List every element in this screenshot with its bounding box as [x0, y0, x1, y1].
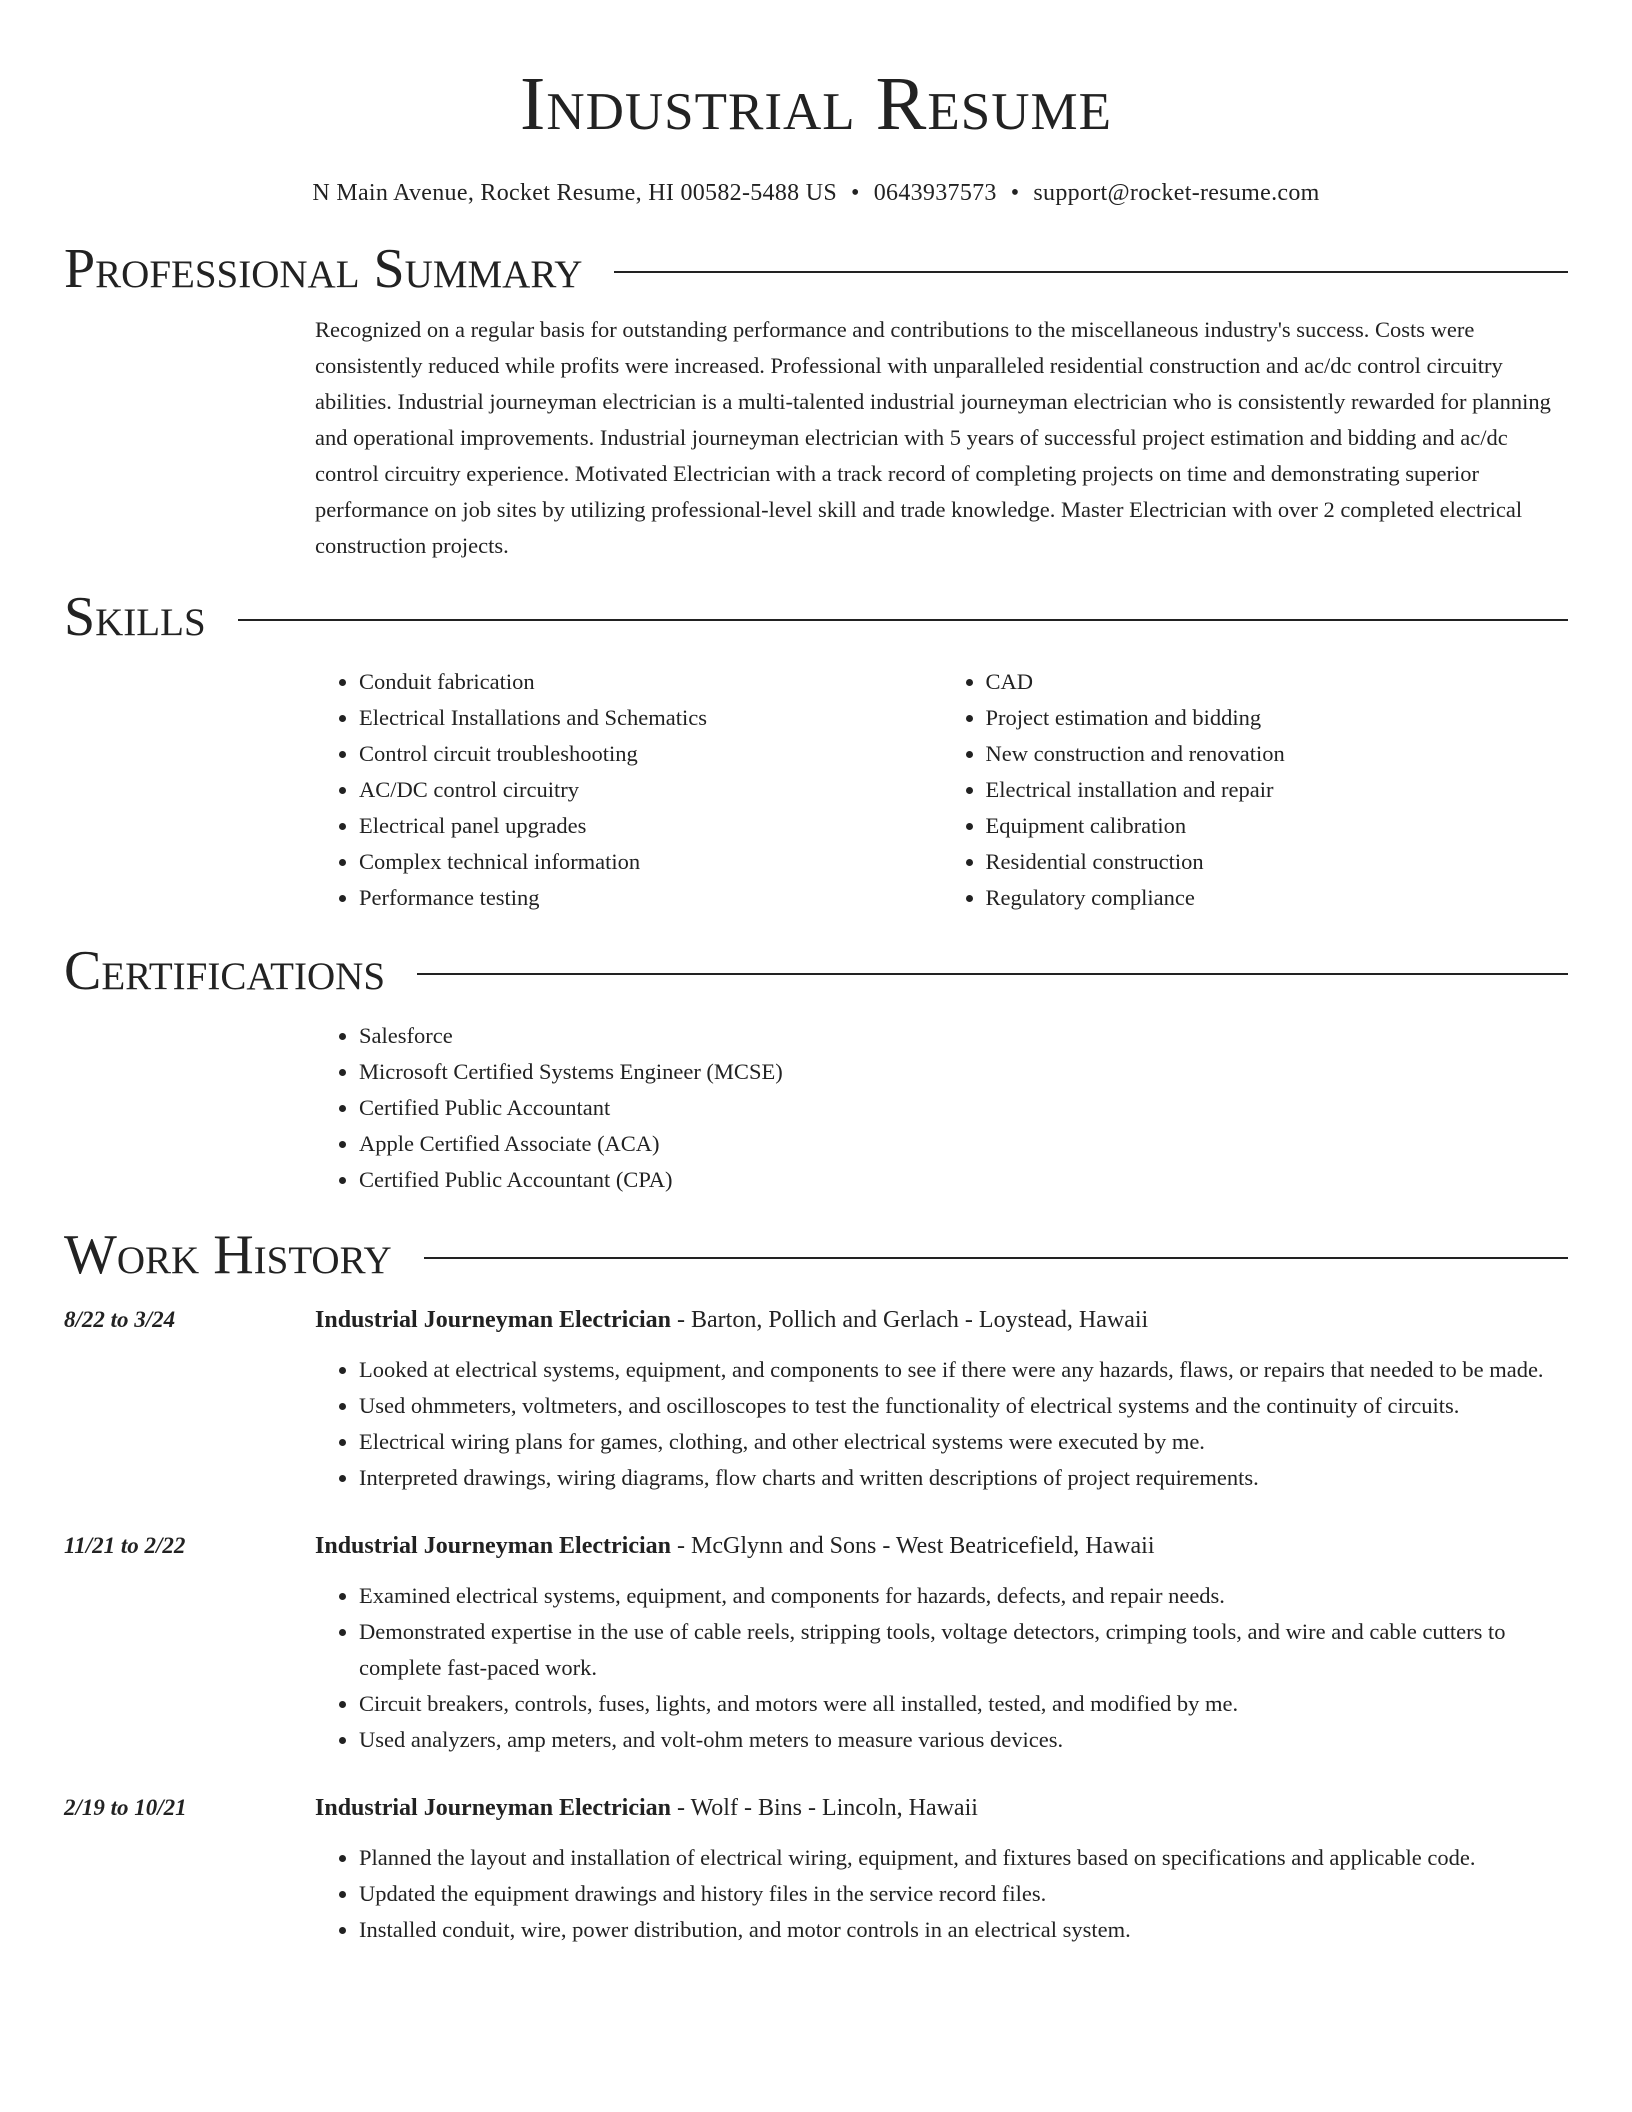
skill-item: • Performance testing [359, 880, 942, 916]
job-bullet: • Demonstrated expertise in the use of cable reels, stripping tools, voltage detectors, crimping tools, and wire and cable cutters to complete fast-paced work. [359, 1614, 1568, 1686]
job-bullet: • Updated the equipment drawings and history files in the service record files. [359, 1876, 1568, 1912]
job-details: - Wolf - Bins - Lincoln, Hawaii [671, 1795, 978, 1821]
job-dates: 8/22 to 3/24 [64, 1307, 176, 1332]
skill-item: • Electrical installation and repair [986, 772, 1569, 808]
summary-heading: Professional Summary [64, 238, 583, 300]
job-title-line [315, 1790, 1568, 1826]
skill-item: • Electrical panel upgrades [359, 808, 942, 844]
job-main [315, 1790, 1568, 1948]
job-title: Industrial Journeyman Electrician [315, 1307, 672, 1333]
skills-grid [315, 664, 1568, 916]
skills-section-header [64, 584, 1568, 650]
work-heading: Work History [64, 1224, 392, 1286]
job-main [315, 1302, 1568, 1496]
certification-item: • Apple Certified Associate (ACA) [359, 1126, 1568, 1162]
skill-item: • Residential construction [986, 844, 1569, 880]
section-rule [424, 1257, 1568, 1259]
section-rule [238, 619, 1568, 621]
job-bullets [315, 1840, 1568, 1948]
certifications-body [315, 1018, 1568, 1198]
skill-item: • Regulatory compliance [986, 880, 1569, 916]
job-main [315, 1528, 1568, 1758]
certification-item: • Microsoft Certified Systems Engineer (MCSE) [359, 1054, 1568, 1090]
job-bullet: • Planned the layout and installation of electrical wiring, equipment, and fixtures based on specifications and applicable code. [359, 1840, 1568, 1876]
job-title-line [315, 1528, 1568, 1564]
job-bullet: • Examined electrical systems, equipment, and components for hazards, defects, and repair needs. [359, 1578, 1568, 1614]
phone: 0643937573 [873, 180, 997, 206]
job-title-line [315, 1302, 1568, 1338]
section-rule [417, 973, 1568, 975]
skill-item: • Conduit fabrication [359, 664, 942, 700]
job-details: - Barton, Pollich and Gerlach - Loystead, Hawaii [671, 1307, 1149, 1333]
job-entry [64, 1790, 1568, 1948]
email: support@rocket-resume.com [1033, 180, 1320, 206]
job-title: Industrial Journeyman Electrician [315, 1533, 672, 1559]
skill-item: • Project estimation and bidding [986, 700, 1569, 736]
contact-separator: • [851, 180, 860, 206]
certification-item: • Certified Public Accountant [359, 1090, 1568, 1126]
job-bullets [315, 1578, 1568, 1758]
job-dates: 11/21 to 2/22 [64, 1533, 186, 1558]
contact-separator: • [1010, 180, 1020, 206]
job-bullets [315, 1352, 1568, 1496]
certifications-section-header [64, 938, 1568, 1004]
resume-title: Industrial Resume [520, 62, 1112, 146]
skill-item: • Equipment calibration [986, 808, 1569, 844]
job-entry [64, 1302, 1568, 1496]
skills-body [315, 664, 1568, 916]
summary-text: Recognized on a regular basis for outstanding performance and contributions to the miscellaneous industry's success. Costs were consistently reduced while profits were increased. Professional with unparalleled residential construction and ac/dc control circuitry abilities. Industrial journeyman electrician is a multi-talented industrial journeyman electrician who is consistently rewarded for planning and operational improvements. Industrial journeyman electrician with 5 years of successful project estimation and bidding and ac/dc control circuitry experience. Motivated Electrician with a track record of completing projects on time and demonstrating superior performance on job sites by utilizing professional-level skill and trade knowledge. Master Electrician with over 2 completed electrical construction projects. [315, 317, 1551, 558]
skills-heading: Skills [64, 586, 206, 648]
certification-item: • Salesforce [359, 1018, 1568, 1054]
job-dates: 2/19 to 10/21 [64, 1795, 187, 1820]
work-section-header [64, 1222, 1568, 1288]
skill-item: • AC/DC control circuitry [359, 772, 942, 808]
job-bullet: • Looked at electrical systems, equipment, and components to see if there were any hazards, flaws, or repairs that needed to be made. [359, 1352, 1568, 1388]
contact-line [64, 178, 1568, 208]
job-bullet: • Installed conduit, wire, power distribution, and motor controls in an electrical system. [359, 1912, 1568, 1948]
job-bullet: • Circuit breakers, controls, fuses, lights, and motors were all installed, tested, and modified by me. [359, 1686, 1568, 1722]
job-bullet: • Used analyzers, amp meters, and volt-ohm meters to measure various devices. [359, 1722, 1568, 1758]
skill-item: • New construction and renovation [986, 736, 1569, 772]
job-bullet: • Electrical wiring plans for games, clothing, and other electrical systems were executed by me. [359, 1424, 1568, 1460]
skill-item: • Control circuit troubleshooting [359, 736, 942, 772]
section-rule [614, 271, 1568, 273]
skill-item: • Complex technical information [359, 844, 942, 880]
job-bullet: • Used ohmmeters, voltmeters, and oscilloscopes to test the functionality of electrical systems and the continuity of circuits. [359, 1388, 1568, 1424]
certifications-list [315, 1018, 1568, 1198]
job-bullet: • Interpreted drawings, wiring diagrams, flow charts and written descriptions of project requirements. [359, 1460, 1568, 1496]
job-title: Industrial Journeyman Electrician [315, 1795, 672, 1821]
skill-item: • Electrical Installations and Schematics [359, 700, 942, 736]
address: N Main Avenue, Rocket Resume, HI 00582-5488 US [312, 180, 838, 206]
summary-body [315, 312, 1568, 564]
job-details: - McGlynn and Sons - West Beatricefield, Hawaii [671, 1533, 1155, 1559]
skill-item: • CAD [986, 664, 1569, 700]
certifications-heading: Certifications [64, 940, 386, 1002]
skills-list-left [315, 664, 942, 916]
certification-item: • Certified Public Accountant (CPA) [359, 1162, 1568, 1198]
skills-list-right [942, 664, 1569, 916]
job-entry [64, 1528, 1568, 1758]
summary-section-header [64, 236, 1568, 302]
